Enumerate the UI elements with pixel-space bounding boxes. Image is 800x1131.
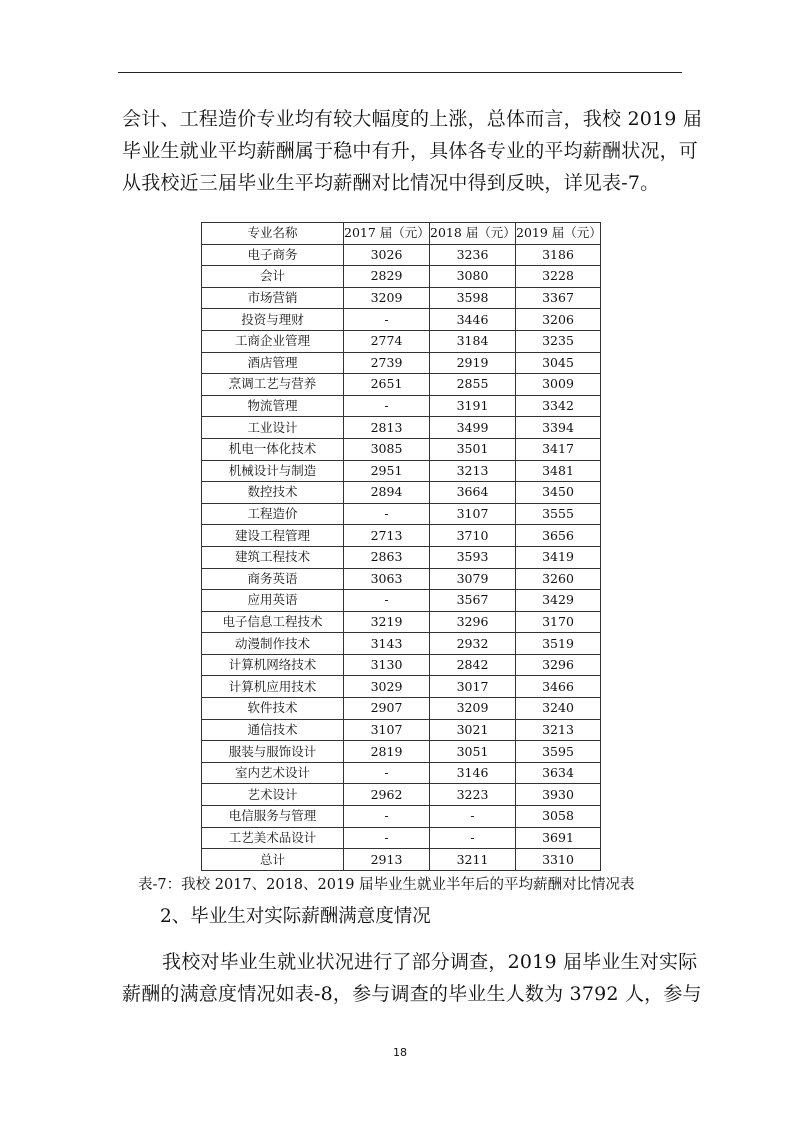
cell-2018: 3211 [430, 849, 516, 871]
cell-2018: 3499 [430, 417, 516, 439]
table-body [202, 244, 601, 870]
cell-major: 工程造价 [202, 503, 344, 525]
cell-2018: 3223 [430, 784, 516, 806]
cell-major: 室内艺术设计 [202, 762, 344, 784]
cell-2019: 3634 [516, 762, 601, 784]
cell-2019: 3206 [516, 309, 601, 331]
table-row [202, 482, 601, 504]
cell-2017: 3063 [344, 568, 430, 590]
cell-2019: 3419 [516, 546, 601, 568]
cell-2017: 3026 [344, 244, 430, 266]
cell-2019: 3429 [516, 590, 601, 612]
cell-major: 会计 [202, 266, 344, 288]
cell-2019: 3417 [516, 438, 601, 460]
intro-line: 从我校近三届毕业生平均薪酬对比情况中得到反映，详见表-7。 [122, 172, 660, 194]
col-header-2019: 2019 届（元） [516, 223, 601, 245]
cell-2019: 3466 [516, 676, 601, 698]
cell-major: 建设工程管理 [202, 525, 344, 547]
cell-2019: 3045 [516, 352, 601, 374]
cell-2019: 3058 [516, 806, 601, 828]
table-caption: 表-7：我校 2017、2018、2019 届毕业生就业半年后的平均薪酬对比情况表 [138, 877, 635, 893]
col-header-major: 专业名称 [202, 223, 344, 245]
cell-2017: 2829 [344, 266, 430, 288]
table-row [202, 849, 601, 871]
table-row [202, 525, 601, 547]
cell-major: 酒店管理 [202, 352, 344, 374]
cell-2018: 2932 [430, 633, 516, 655]
cell-major: 电子信息工程技术 [202, 611, 344, 633]
cell-2017: 3130 [344, 654, 430, 676]
cell-2017: - [344, 309, 430, 331]
table-row [202, 827, 601, 849]
table-row [202, 633, 601, 655]
cell-2019: 3213 [516, 719, 601, 741]
cell-2018: 2855 [430, 374, 516, 396]
cell-major: 计算机网络技术 [202, 654, 344, 676]
cell-2017: 2813 [344, 417, 430, 439]
cell-2018: 3593 [430, 546, 516, 568]
survey-line: 薪酬的满意度情况如表-8，参与调查的毕业生人数为 3792 人，参与 [122, 983, 702, 1005]
cell-2018: 3567 [430, 590, 516, 612]
cell-2019: 3555 [516, 503, 601, 525]
cell-2018: 3710 [430, 525, 516, 547]
cell-2018: 3446 [430, 309, 516, 331]
cell-2019: 3260 [516, 568, 601, 590]
table-row [202, 374, 601, 396]
cell-2019: 3240 [516, 698, 601, 720]
cell-2017: - [344, 503, 430, 525]
cell-2018: 3236 [430, 244, 516, 266]
table-row [202, 438, 601, 460]
cell-2019: 3394 [516, 417, 601, 439]
cell-major: 工商企业管理 [202, 330, 344, 352]
cell-2019: 3595 [516, 741, 601, 763]
table-row [202, 460, 601, 482]
cell-2017: 2739 [344, 352, 430, 374]
cell-2017: 2774 [344, 330, 430, 352]
cell-2018: 3079 [430, 568, 516, 590]
header-rule [118, 72, 682, 73]
cell-2019: 3296 [516, 654, 601, 676]
cell-2018: 2842 [430, 654, 516, 676]
survey-paragraph [122, 946, 702, 1010]
cell-major: 服装与服饰设计 [202, 741, 344, 763]
cell-2018: 3184 [430, 330, 516, 352]
survey-line: 我校对毕业生就业状况进行了部分调查，2019 届毕业生对实际 [162, 951, 698, 973]
section-heading: 2、毕业生对实际薪酬满意度情况 [160, 906, 431, 927]
cell-2018: 3213 [430, 460, 516, 482]
cell-2019: 3235 [516, 330, 601, 352]
table-row [202, 719, 601, 741]
table-row [202, 698, 601, 720]
cell-major: 总计 [202, 849, 344, 871]
cell-2019: 3170 [516, 611, 601, 633]
cell-major: 电子商务 [202, 244, 344, 266]
cell-2017: 2863 [344, 546, 430, 568]
cell-2018: 3146 [430, 762, 516, 784]
table-row [202, 806, 601, 828]
cell-major: 动漫制作技术 [202, 633, 344, 655]
cell-2017: 3219 [344, 611, 430, 633]
table-row [202, 287, 601, 309]
table-row [202, 762, 601, 784]
cell-2018: 3598 [430, 287, 516, 309]
cell-2017: - [344, 806, 430, 828]
cell-major: 机械设计与制造 [202, 460, 344, 482]
cell-major: 物流管理 [202, 395, 344, 417]
cell-2018: - [430, 827, 516, 849]
cell-2018: 3080 [430, 266, 516, 288]
cell-major: 建筑工程技术 [202, 546, 344, 568]
intro-line: 毕业生就业平均薪酬属于稳中有升，具体各专业的平均薪酬状况，可 [122, 140, 699, 162]
cell-2018: 3017 [430, 676, 516, 698]
cell-major: 机电一体化技术 [202, 438, 344, 460]
cell-2017: 3107 [344, 719, 430, 741]
table-row [202, 590, 601, 612]
cell-major: 应用英语 [202, 590, 344, 612]
cell-2019: 3930 [516, 784, 601, 806]
table-row [202, 654, 601, 676]
table-row [202, 784, 601, 806]
table-row [202, 352, 601, 374]
cell-2019: 3310 [516, 849, 601, 871]
table-row [202, 676, 601, 698]
table-row [202, 309, 601, 331]
cell-2017: 2819 [344, 741, 430, 763]
cell-2018: 3021 [430, 719, 516, 741]
cell-2018: 3296 [430, 611, 516, 633]
table-row [202, 266, 601, 288]
cell-major: 通信技术 [202, 719, 344, 741]
cell-2017: 2913 [344, 849, 430, 871]
cell-2017: - [344, 590, 430, 612]
cell-2017: 2894 [344, 482, 430, 504]
cell-2019: 3342 [516, 395, 601, 417]
cell-2018: 3209 [430, 698, 516, 720]
cell-2018: - [430, 806, 516, 828]
cell-major: 软件技术 [202, 698, 344, 720]
cell-major: 数控技术 [202, 482, 344, 504]
cell-2019: 3519 [516, 633, 601, 655]
cell-major: 市场营销 [202, 287, 344, 309]
cell-2018: 3501 [430, 438, 516, 460]
table-header-row [202, 223, 601, 245]
cell-2017: 2713 [344, 525, 430, 547]
cell-2019: 3656 [516, 525, 601, 547]
cell-2018: 2919 [430, 352, 516, 374]
cell-major: 计算机应用技术 [202, 676, 344, 698]
cell-2017: 2651 [344, 374, 430, 396]
cell-2017: - [344, 762, 430, 784]
col-header-2018: 2018 届（元） [430, 223, 516, 245]
cell-2018: 3051 [430, 741, 516, 763]
table-row [202, 503, 601, 525]
cell-major: 商务英语 [202, 568, 344, 590]
cell-2019: 3186 [516, 244, 601, 266]
intro-line: 会计、工程造价专业均有较大幅度的上涨，总体而言，我校 2019 届 [122, 108, 703, 130]
cell-2018: 3664 [430, 482, 516, 504]
cell-2017: 2951 [344, 460, 430, 482]
cell-2017: 3029 [344, 676, 430, 698]
cell-2017: 3143 [344, 633, 430, 655]
page-number: 18 [393, 1046, 407, 1059]
cell-2019: 3009 [516, 374, 601, 396]
salary-comparison-table [201, 222, 601, 871]
cell-2018: 3107 [430, 503, 516, 525]
cell-major: 艺术设计 [202, 784, 344, 806]
cell-major: 工艺美术品设计 [202, 827, 344, 849]
table-row [202, 244, 601, 266]
cell-major: 烹调工艺与营养 [202, 374, 344, 396]
cell-2017: 3085 [344, 438, 430, 460]
cell-2017: 2962 [344, 784, 430, 806]
table-row [202, 611, 601, 633]
cell-2019: 3691 [516, 827, 601, 849]
col-header-2017: 2017 届（元） [344, 223, 430, 245]
cell-major: 工业设计 [202, 417, 344, 439]
cell-2017: 2907 [344, 698, 430, 720]
table-row [202, 568, 601, 590]
cell-2019: 3367 [516, 287, 601, 309]
intro-paragraph [122, 103, 703, 199]
cell-2017: - [344, 395, 430, 417]
table-row [202, 330, 601, 352]
table-row [202, 741, 601, 763]
cell-2019: 3450 [516, 482, 601, 504]
cell-2018: 3191 [430, 395, 516, 417]
cell-2017: - [344, 827, 430, 849]
cell-2017: 3209 [344, 287, 430, 309]
table-row [202, 417, 601, 439]
cell-major: 投资与理财 [202, 309, 344, 331]
table-row [202, 395, 601, 417]
cell-major: 电信服务与管理 [202, 806, 344, 828]
table-row [202, 546, 601, 568]
cell-2019: 3228 [516, 266, 601, 288]
cell-2019: 3481 [516, 460, 601, 482]
